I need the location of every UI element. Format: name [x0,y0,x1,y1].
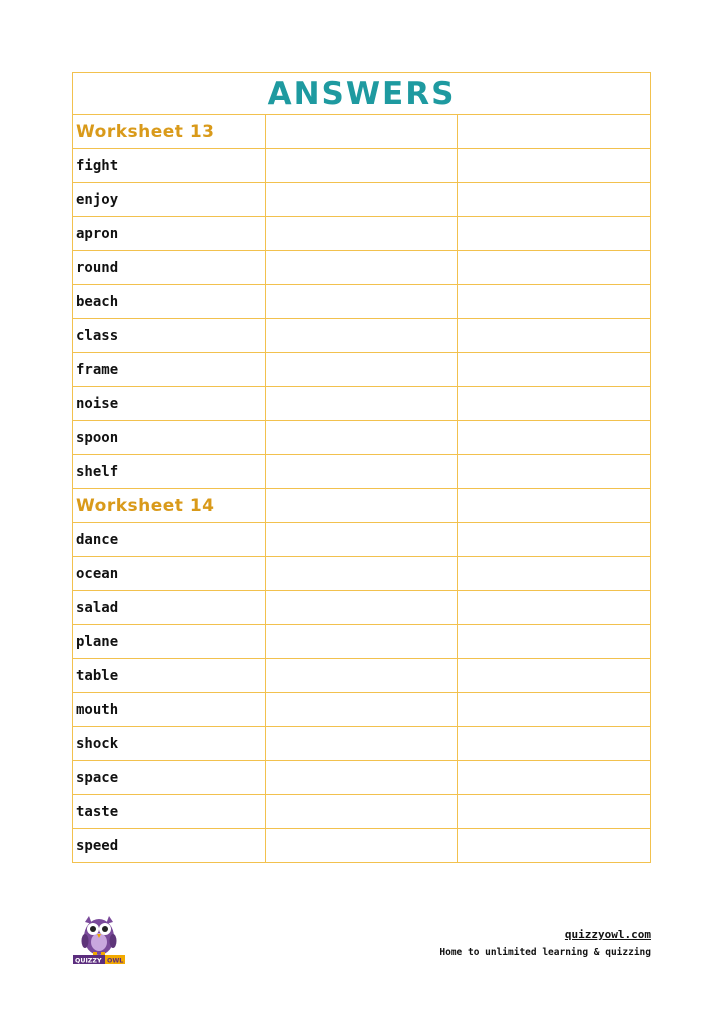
word-row [73,761,651,795]
answer-cell [458,591,651,625]
word-cell: shock [73,727,266,761]
title-row [73,73,651,115]
word-cell: space [73,761,266,795]
logo-text-owl: OWL [107,957,124,964]
answer-cell [458,319,651,353]
answer-cell [458,761,651,795]
answer-cell [265,319,458,353]
word-cell: speed [73,829,266,863]
word-cell: shelf [73,455,266,489]
word-row [73,829,651,863]
answer-cell [458,387,651,421]
answer-cell [265,761,458,795]
answer-cell [458,251,651,285]
answer-cell [265,625,458,659]
answer-cell [458,455,651,489]
word-row [73,727,651,761]
word-cell: plane [73,625,266,659]
word-cell: ocean [73,557,266,591]
word-row [73,557,651,591]
answer-cell [458,829,651,863]
answer-cell [265,455,458,489]
section-heading-row [73,115,651,149]
page-title: ANSWERS [73,73,651,115]
answer-cell [265,795,458,829]
answer-cell [458,115,651,149]
word-cell: salad [73,591,266,625]
word-row [73,387,651,421]
answer-cell [265,353,458,387]
word-row [73,353,651,387]
word-row [73,251,651,285]
answer-cell [458,353,651,387]
section-heading-row [73,489,651,523]
word-row [73,149,651,183]
answer-cell [458,489,651,523]
section-heading: Worksheet 14 [73,489,266,523]
word-row [73,795,651,829]
answer-cell [265,149,458,183]
word-row [73,319,651,353]
answer-cell [265,285,458,319]
word-cell: round [73,251,266,285]
section-heading: Worksheet 13 [73,115,266,149]
answer-cell [265,387,458,421]
answer-cell [458,149,651,183]
word-cell: spoon [73,421,266,455]
answer-cell [458,557,651,591]
word-cell: fight [73,149,266,183]
tagline: Home to unlimited learning & quizzing [439,947,651,958]
word-cell: noise [73,387,266,421]
answer-cell [458,421,651,455]
word-row [73,591,651,625]
answer-cell [265,489,458,523]
word-row [73,659,651,693]
word-row [73,693,651,727]
answer-cell [458,659,651,693]
answer-cell [265,591,458,625]
word-row [73,421,651,455]
quizzyowl-logo [73,912,125,964]
answer-cell [265,829,458,863]
site-link[interactable]: quizzyowl.com [564,928,651,941]
word-cell: mouth [73,693,266,727]
footer [439,928,651,958]
word-row [73,625,651,659]
word-cell: dance [73,523,266,557]
answer-cell [265,557,458,591]
logo-text-quizzy: QUIZZY [75,957,102,964]
answer-cell [265,251,458,285]
word-row [73,523,651,557]
word-cell: class [73,319,266,353]
answer-cell [458,523,651,557]
answer-cell [265,115,458,149]
answer-cell [458,625,651,659]
word-row [73,455,651,489]
answer-cell [265,183,458,217]
answer-cell [458,693,651,727]
answer-cell [458,795,651,829]
word-row [73,285,651,319]
answer-cell [265,727,458,761]
answers-table [72,72,651,863]
answer-cell [458,727,651,761]
word-cell: enjoy [73,183,266,217]
word-cell: table [73,659,266,693]
word-row [73,217,651,251]
answer-cell [265,217,458,251]
answer-cell [265,659,458,693]
word-row [73,183,651,217]
answer-cell [265,523,458,557]
word-cell: beach [73,285,266,319]
answer-cell [458,285,651,319]
answer-cell [458,217,651,251]
word-cell: frame [73,353,266,387]
answer-cell [265,421,458,455]
answer-cell [265,693,458,727]
word-cell: apron [73,217,266,251]
word-cell: taste [73,795,266,829]
answer-cell [458,183,651,217]
